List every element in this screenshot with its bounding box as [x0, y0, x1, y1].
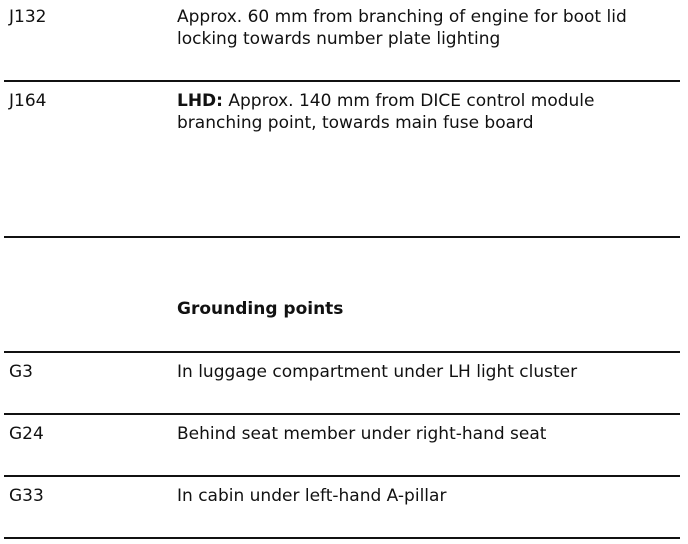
row-divider [4, 351, 680, 353]
row-divider [4, 475, 680, 477]
connector-location: Approx. 60 mm from branching of engine for boot lid locking towards number plate lighting [177, 7, 627, 49]
row-divider [4, 413, 680, 415]
row-divider [4, 80, 680, 82]
row-divider [4, 236, 680, 238]
variant-prefix: LHD: [177, 91, 223, 111]
ground-code: G3 [9, 362, 33, 382]
connector-code: J164 [9, 91, 47, 111]
ground-code: G24 [9, 424, 44, 444]
connector-location [177, 90, 667, 134]
ground-location: In cabin under left-hand A-pillar [177, 486, 447, 506]
ground-location: In luggage compartment under LH light cluster [177, 362, 578, 382]
ground-location: Behind seat member under right-hand seat [177, 424, 547, 444]
row-divider [4, 537, 680, 539]
connector-code: J132 [9, 7, 47, 27]
connector-location-text: Approx. 140 mm from DICE control module branching point, towards main fuse board [177, 91, 595, 133]
ground-code: G33 [9, 486, 44, 506]
section-heading: Grounding points [177, 299, 344, 319]
